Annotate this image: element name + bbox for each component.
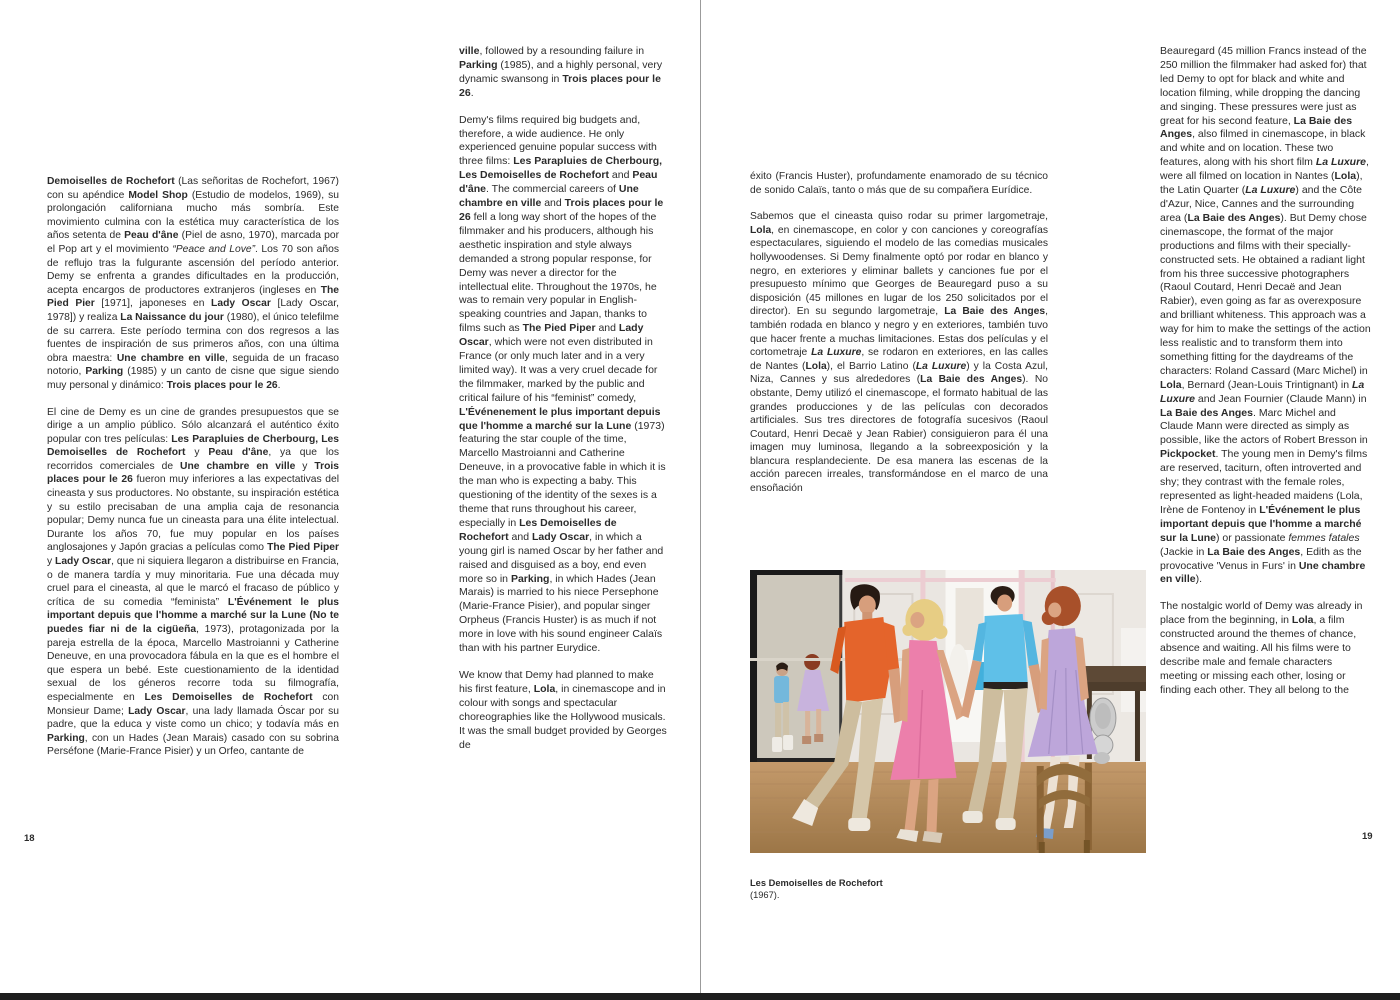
left-page-spanish-column: Demoiselles de Rochefort (Las señoritas de Rochefort, 1967) con su apéndice Model Shop (Estudio de modelos, 1969), su prolongación californiana mucho más sombría. Este movimiento culmina con la estética muy característica de los años setenta de Peau d'âne (Piel de asno, 1970), marcada por el Pop art y el movimiento “Peace and Love”. Los 70 son años de reflujo tras la fulgurante ascensión del período anterior. Demy se enfrenta a grandes dificultades en la producción, acepta encargos de productores extranjeros (ingleses en The Pied Pier [1971], japoneses en Lady Oscar [Lady Oscar, 1978]) y realiza La Naissance du jour (1980), el único telefilme de su carrera. Este período termina con dos regresos a las fuentes de inspiración de sus primeros años, con una última obra maestra: Une chambre en ville, seguida de un fracaso notorio, Parking (1985) y un canto de cisne que sigue siendo muy personal y dinámico: Trois places pour le 26. El cine de Demy es un cine de grandes presupuestos que se dirige a un amplio público. Sólo alcanzará el auténtico éxito popular con tres películas: Les Parapluies de Cherbourg, Les Demoiselles de Rochefort y Peau d'âne, ya que los recorridos comerciales de Une chambre en ville y Trois places pour le 26 fueron muy inferiores a las expectativas del cineasta y sus productores. No obstante, su inspiración estética y su estilo precisaban de una amplia caja de resonancia popular; Demy nunca fue un cineasta para una élite intelectual. Durante los años 70, fue muy popular en los países anglosajones y Japón gracias a películas como The Pied Piper y Lady Oscar, que ni siquiera llegaron a distribuirse en Francia, o de manera tardía y muy minoritaria. Fue una década muy cruel para el cineasta, al que le marcó el fracaso de público y crítica de su comedia “feminista” L'Événement le plus important depuis que l'homme a marché sur la Lune (No te puedes fiar ni de la cigüeña, 1973), protagonizada por la pareja estrella de la época, Marcello Mastroianni y Catherine Deneuve, en una provocadora fábula en la que es el hombre el que espera un bebé. Este cuestionamiento de la identidad sexual de los géneros recorre toda su filmografía, especialmente en Les Demoiselles de Rochefort con Monsieur Dame; Lady Oscar, una lady llamada Óscar por su padre, que la educa y viste como un chico; y todavía más en Parking, con un Hades (Jean Marais) casado con su sobrina Perséfone (Marie-France Pisier) y un Orfeo, cantante de [47, 176, 340, 758]
right-page-spanish-column: éxito (Francis Huster), profundamente enamorado de su técnico de sonido Calaïs, tanto o más que de su compañera Eurídice. Sabemos que el cineasta quiso rodar su primer largometraje, Lola, en cinemascope, en color y con canciones y coreografías espectaculares, siguiendo el modelo de las comedias musicales hollywoodenses. Si Demy finalmente optó por rodar en blanco y negro, en exteriores y eliminar ballets y canciones fue por el presupuesto mínimo que Georges de Beauregard puso a su disposición (45 millones en lugar de los 250 solicitados por el director). En su segundo largometraje, La Baie des Anges, también rodada en blanco y negro y en exteriores, también tuvo que hacer frente a muchas limitaciones. Estas dos películas y el cortometraje La Luxure, se rodaron en exteriores, en las calles de Nantes (Lola), el Barrio Latino (La Luxure) y la Costa Azul, Niza, Cannes y sus alrededores (La Baie des Anges). No obstante, Demy utilizó el cinemascope, el formato habitual de las grandes producciones y de las películas con decorados artificiales. Sus tres directores de fotografía sucesivos (Raoul Coutard, Henri Decaë y Jean Rabier) consiguieron para él una imagen muy luminosa, llegando a la sobreexposición y la blancura resplandeciente. De esa manera las escenas de la acción parecen irreales, transformándose en el marco de una ensoñación [750, 171, 1049, 495]
photo-caption: Les Demoiselles de Rochefort (1967). [750, 878, 883, 900]
page-gutter-line [700, 0, 701, 1000]
film-still-illustration [750, 570, 1146, 853]
page-number-right: 19 [1362, 831, 1373, 842]
left-page-english-column: ville, followed by a resounding failure in Parking (1985), and a highly personal, very dynamic swansong in Trois places pour le 26. Demy's films required big budgets and, therefore, a wide audience. He only experienced genuine popular success with three films: Les Parapluies de Cherbourg, Les Demoiselles de Rochefort and Peau d'âne. The commercial careers of Une chambre en ville and Trois places pour le 26 fell a long way short of the hopes of the filmmaker and his producers, although his aesthetic inspiration and style always demanded a strong popular response, for Demy was never a director for the intellectual elite. Throughout the 1970s, he was to remain very popular in English-speaking countries and Japan, thanks to films such as The Pied Piper and Lady Oscar, which were not even distributed in France (or only much later and in a very limited way). It was a very cruel decade for the filmmaker, marked by the public and critical failure of his “feminist” comedy, L'Événenement le plus important depuis que l'homme a marché sur la Lune (1973) featuring the star couple of the time, Marcello Mastroianni and Catherine Deneuve, in a provocative fable in which it is the man who is expecting a baby. This questioning of the identity of the sexes is a theme that runs throughout his career, especially in Les Demoiselles de Rochefort and Lady Oscar, in which a young girl is named Oscar by her father and raised and disguised as a boy, end even more so in Parking, in which Hades (Jean Marais) is married to his niece Persephone (Marie-France Pisier), and popular singer Orpheus (Francis Huster) is as much if not more in love with his sound engineer Calaïs than with his partner Eurydice. We know that Demy had planned to make his first feature, Lola, in cinemascope and in colour with songs and spectacular choreographies like the Hollywood musicals. It was the small budget provided by Georges de [459, 45, 667, 751]
right-page-english-column: Beauregard (45 million Francs instead of the 250 million the filmmaker had asked for) that led Demy to opt for black and white and location filming, while dropping the dancing and singing. These pressures were just as great for his second feature, La Baie des Anges, also filmed in cinemascope, in black and white and on location. These two features, along with his short film La Luxure, were all filmed on location in Nantes (Lola), the Latin Quarter (La Luxure) and the Côte d'Azur, Nice, Cannes and the surrounding area (La Baie des Anges). But Demy chose cinemascope, the format of the major productions and films with their specially-constructed sets. He obtained a radiant light from his three successive photographers (Raoul Coutard, Henri Decaë and Jean Rabier), even going as far as overexposure and brilliant whiteness. This approach was a way for him to make the settings of the action less realistic and to transform them into something fitting for the daydreams of the characters: Roland Cassard (Marc Michel) in Lola, Bernard (Jean-Louis Trintignant) in La Luxure and Jean Fournier (Claude Mann) in La Baie des Anges. Marc Michel and Claude Mann were directed as simply as possible, like the actors of Robert Bresson in Pickpocket. The young men in Demy's films are reserved, taciturn, often introverted and shy; they contrast with the female roles, represented as light-headed maidens (Lola, Irène de Fontenoy in L'Événement le plus important depuis que l'homme a marché sur la Lune) or passionate femmes fatales (Jackie in La Baie des Anges, Edith as the provocative 'Venus in Furs' in Une chambre en ville). The nostalgic world of Demy was already in place from the beginning, in Lola, a film constructed around the themes of chance, absence and waiting. All his films were to describe male and female characters meeting or missing each other, losing or finding each other. They all belong to the [1160, 45, 1371, 696]
page-number-left: 18 [24, 833, 35, 844]
photo-les-demoiselles-de-rochefort [750, 570, 1146, 853]
bottom-page-edge [0, 993, 1400, 1000]
